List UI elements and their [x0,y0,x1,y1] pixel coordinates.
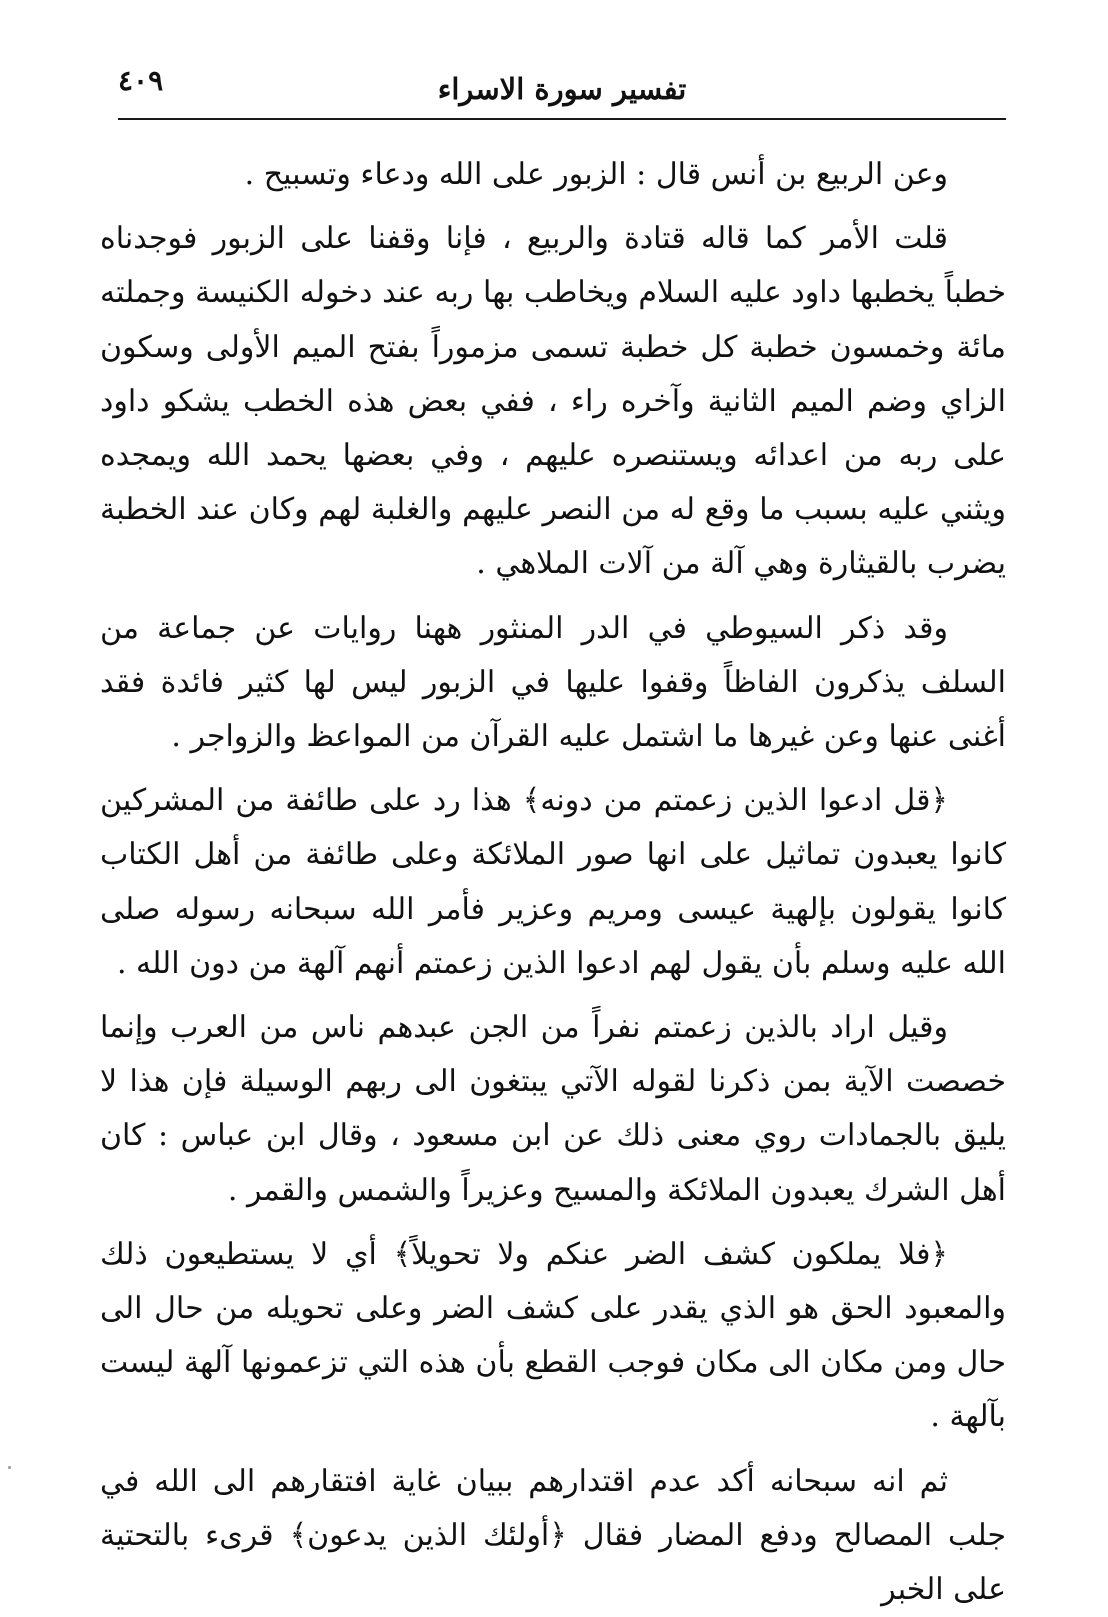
paragraph-those-who-call: ثم انه سبحانه أكد عدم اقتدارهم ببيان غاية افتقارهم الى الله في جلب المصالح ودفع المضار فقال ﴿أولئك الذين يدعون﴾ قرىء بالتحتية على الخبر [100,1463,1006,1608]
paragraph-suyuti-narrations: وقد ذكر السيوطي في الدر المنثور ههنا روايات عن جماعة من السلف يذكرون الفاظاً وقفوا عليها في الزبور ليس لها كثير فائدة فقد أغنى عنها وعن غيرها ما اشتمل عليه القرآن من المواعظ والزواجر . [100,610,1006,755]
body-text [100,148,1006,1617]
paragraph-rabi-quote: وعن الربيع بن أنس قال : الزبور على الله ودعاء وتسبيح . [244,157,948,192]
paragraph-verse-call-upon: ﴿قل ادعوا الذين زعمتم من دونه﴾ هذا رد على طائفة من المشركين كانوا يعبدون تماثيل على انها صور الملائكة وعلى طائفة من أهل الكتاب كانوا يقولون بإلهية عيسى ومريم وعزير فأمر الله سبحانه رسوله صلى الله عليه وسلم بأن يقول لهم ادعوا الذين زعمتم أنهم آلهة من دون الله . [100,783,1006,981]
scan-speck [8,1466,11,1469]
paragraph-zabur-sermons: قلت الأمر كما قاله قتادة والربيع ، فإنا وقفنا على الزبور فوجدناه خطباً يخطبها داود عليه السلام ويخاطب بها ربه عند دخوله الكنيسة وجملته مائة وخمسون خطبة كل خطبة تسمى مزموراً بفتح الميم الأولى وسكون الزاي وضم الميم الثانية وآخره راء ، ففي بعض هذه الخطب يشكو داود على ربه من اعدائه ويستنصره عليهم ، وفي بعضها يحمد الله ويمجده ويثني عليه بسبب ما وقع له من النصر عليهم والغلبة لهم وكان عند الخطبة يضرب بالقيثارة وهي آلة من آلات الملاهي . [100,221,1006,582]
paragraph-verse-no-power: ﴿فلا يملكون كشف الضر عنكم ولا تحويلاً﴾ أي لا يستطيعون ذلك والمعبود الحق هو الذي يقدر على كشف الضر وعلى تحويله من حال الى حال ومن مكان الى مكان فوجب القطع بأن هذه التي تزعمونها آلهة ليست بآلهة . [100,1236,1006,1435]
paragraph-jinn-interpretation: وقيل اراد بالذين زعمتم نفراً من الجن عبدهم ناس من العرب وإنما خصصت الآية بمن ذكرنا لقوله الآتي يبتغون الى ربهم الوسيلة فإن هذا لا يليق بالجمادات روي معنى ذلك عن ابن مسعود ، وقال ابن عباس : كان أهل الشرك يعبدون الملائكة والمسيح وعزيراً والشمس والقمر . [100,1010,1006,1208]
page-header [118,60,1006,120]
running-title: تفسير سورة الاسراء [437,72,687,106]
page-number: ٤٠٩ [118,64,164,97]
